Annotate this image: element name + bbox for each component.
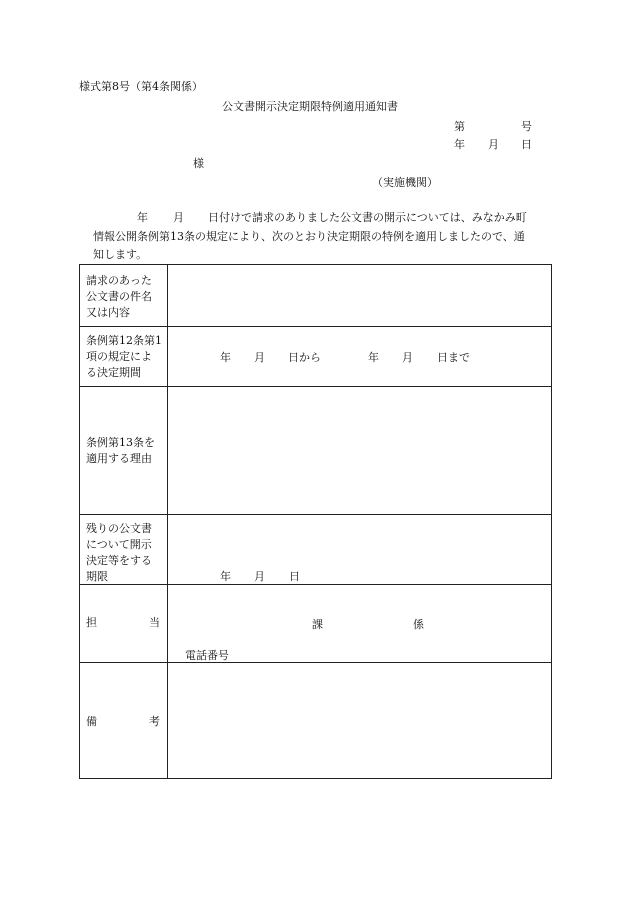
- document-title: 公文書開示決定期限特例適用通知書: [222, 100, 398, 113]
- period-to-month: 月: [402, 351, 413, 364]
- form-number: 様式第8号（第4条関係）: [79, 80, 203, 93]
- notice-form-table: [79, 264, 552, 779]
- label-remaining-deadline: 残りの公文書 について開示 決定等をする 期限: [86, 522, 152, 583]
- label-remarks: 備 考: [86, 715, 160, 728]
- body-line-3: 知します。: [93, 248, 148, 261]
- deadline-month: 月: [254, 570, 265, 583]
- label-decision-period: 条例第12条第1 項の規定によ る決定期間: [86, 334, 162, 379]
- row-extension-reason: [80, 386, 551, 515]
- period-from-month: 月: [254, 351, 265, 364]
- header-date-year: 年: [454, 138, 465, 151]
- row-remaining-deadline: [80, 514, 551, 585]
- row-decision-period: [80, 326, 551, 387]
- label-contact-person: 担 当: [86, 616, 160, 629]
- doc-number-suffix: 号: [521, 120, 532, 133]
- period-from-year: 年: [220, 351, 231, 364]
- header-date-month: 月: [488, 138, 499, 151]
- body-year: 年: [137, 211, 148, 224]
- deadline-year: 年: [220, 570, 231, 583]
- header-date-day: 日: [521, 138, 532, 151]
- body-line-1: 日付けで請求のありました公文書の開示については、みなかみ町: [208, 211, 527, 224]
- contact-subsection: 係: [413, 618, 424, 631]
- label-request-subject: 請求のあった 公文書の件名 又は内容: [86, 274, 152, 319]
- contact-phone-label: 電話番号: [185, 649, 229, 662]
- period-to-year: 年: [368, 351, 379, 364]
- doc-number-prefix: 第: [454, 120, 465, 133]
- row-request-subject: [80, 265, 551, 326]
- deadline-day: 日: [289, 570, 300, 583]
- issuer-label: （実施機関）: [372, 176, 438, 189]
- period-to-day: 日まで: [437, 351, 470, 364]
- period-from-day: 日から: [288, 351, 321, 364]
- row-remarks: [80, 662, 551, 779]
- contact-section: 課: [312, 618, 323, 631]
- label-extension-reason: 条例第13条を 適用する理由: [86, 436, 155, 465]
- label-column-divider: [167, 265, 168, 778]
- row-contact-person: [80, 584, 551, 663]
- body-line-2: 情報公開条例第13条の規定により、次のとおり決定期限の特例を適用しましたので、通: [93, 230, 525, 243]
- body-month: 月: [173, 211, 184, 224]
- addressee-suffix: 様: [193, 157, 204, 170]
